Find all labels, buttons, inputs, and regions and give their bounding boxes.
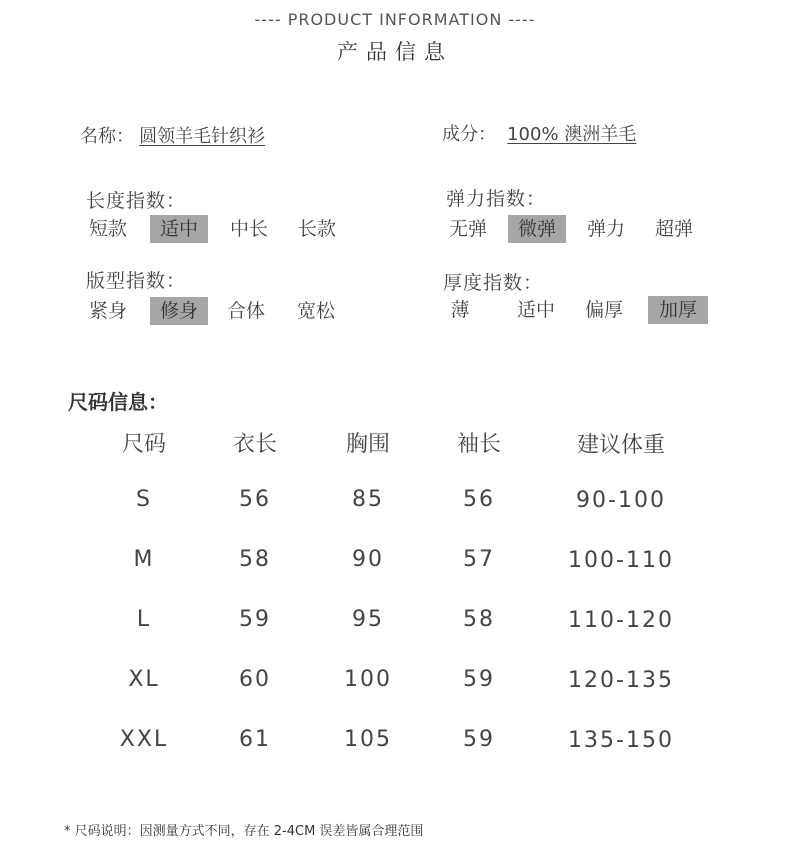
cell-chest: 85 [352,487,384,512]
cell-weight: 100-110 [568,548,674,573]
thickness-option-extra-thick-selected: 加厚 [648,296,708,324]
name-value: 圆领羊毛针织衫 [139,126,266,147]
thickness-option-thin: 薄 [450,299,470,321]
composition-value: 100% 澳洲羊毛 [507,124,637,145]
header-english-title: ---- PRODUCT INFORMATION ---- [254,10,536,29]
cell-chest: 105 [344,727,392,752]
cell-length: 60 [239,667,271,692]
cell-weight: 135-150 [568,728,674,753]
thickness-option-medium: 适中 [516,299,555,321]
cell-chest: 90 [352,547,384,572]
column-header-chest: 胸围 [345,432,390,457]
cell-size: XXL [119,727,169,752]
cell-size: S [136,487,152,512]
cell-length: 56 [239,487,271,512]
elasticity-index-title: 弹力指数： [446,188,547,210]
composition-label: 成分： [442,124,496,145]
name-label: 名称： [80,126,134,147]
composition-field [442,120,636,146]
fit-option-slim-selected: 修身 [150,297,208,325]
cell-weight: 90-100 [576,488,666,513]
cell-size: L [136,607,152,632]
fit-option-regular: 合体 [226,300,265,322]
elasticity-option-slight-selected: 微弹 [508,215,566,243]
cell-sleeve: 58 [463,607,495,632]
length-option-medium-selected: 适中 [150,215,208,243]
cell-size: XL [128,667,160,692]
column-header-sleeve: 袖长 [456,432,501,457]
cell-size: M [133,547,155,572]
size-footnote: * 尺码说明：因测量方式不同，存在 2-4CM 误差皆属合理范围 [64,824,424,839]
cell-weight: 120-135 [568,668,674,693]
fit-option-loose: 宽松 [296,300,335,322]
size-info-title: 尺码信息： [68,390,168,414]
column-header-length: 衣长 [232,432,277,457]
elasticity-option-elastic: 弹力 [586,218,625,240]
length-option-short: 短款 [88,218,127,240]
cell-sleeve: 56 [463,487,495,512]
cell-sleeve: 59 [463,727,495,752]
cell-length: 59 [239,607,271,632]
cell-chest: 100 [344,667,392,692]
cell-length: 58 [239,547,271,572]
cell-sleeve: 57 [463,547,495,572]
elasticity-option-super: 超弹 [654,218,693,240]
cell-sleeve: 59 [463,667,495,692]
header-chinese-title: 产品信息 [337,40,453,64]
thickness-option-thick: 偏厚 [584,299,623,321]
cell-length: 61 [239,727,271,752]
elasticity-option-none: 无弹 [448,218,487,240]
length-option-mid-long: 中长 [229,218,268,240]
thickness-index-title: 厚度指数： [443,272,544,294]
length-index-title: 长度指数： [86,190,187,212]
column-header-size: 尺码 [121,432,166,457]
fit-index-title: 版型指数： [86,270,187,292]
name-field [80,122,265,148]
column-header-weight: 建议体重 [576,433,665,458]
cell-weight: 110-120 [568,608,674,633]
length-option-long: 长款 [297,218,336,240]
fit-option-tight: 紧身 [88,300,127,322]
cell-chest: 95 [352,607,384,632]
